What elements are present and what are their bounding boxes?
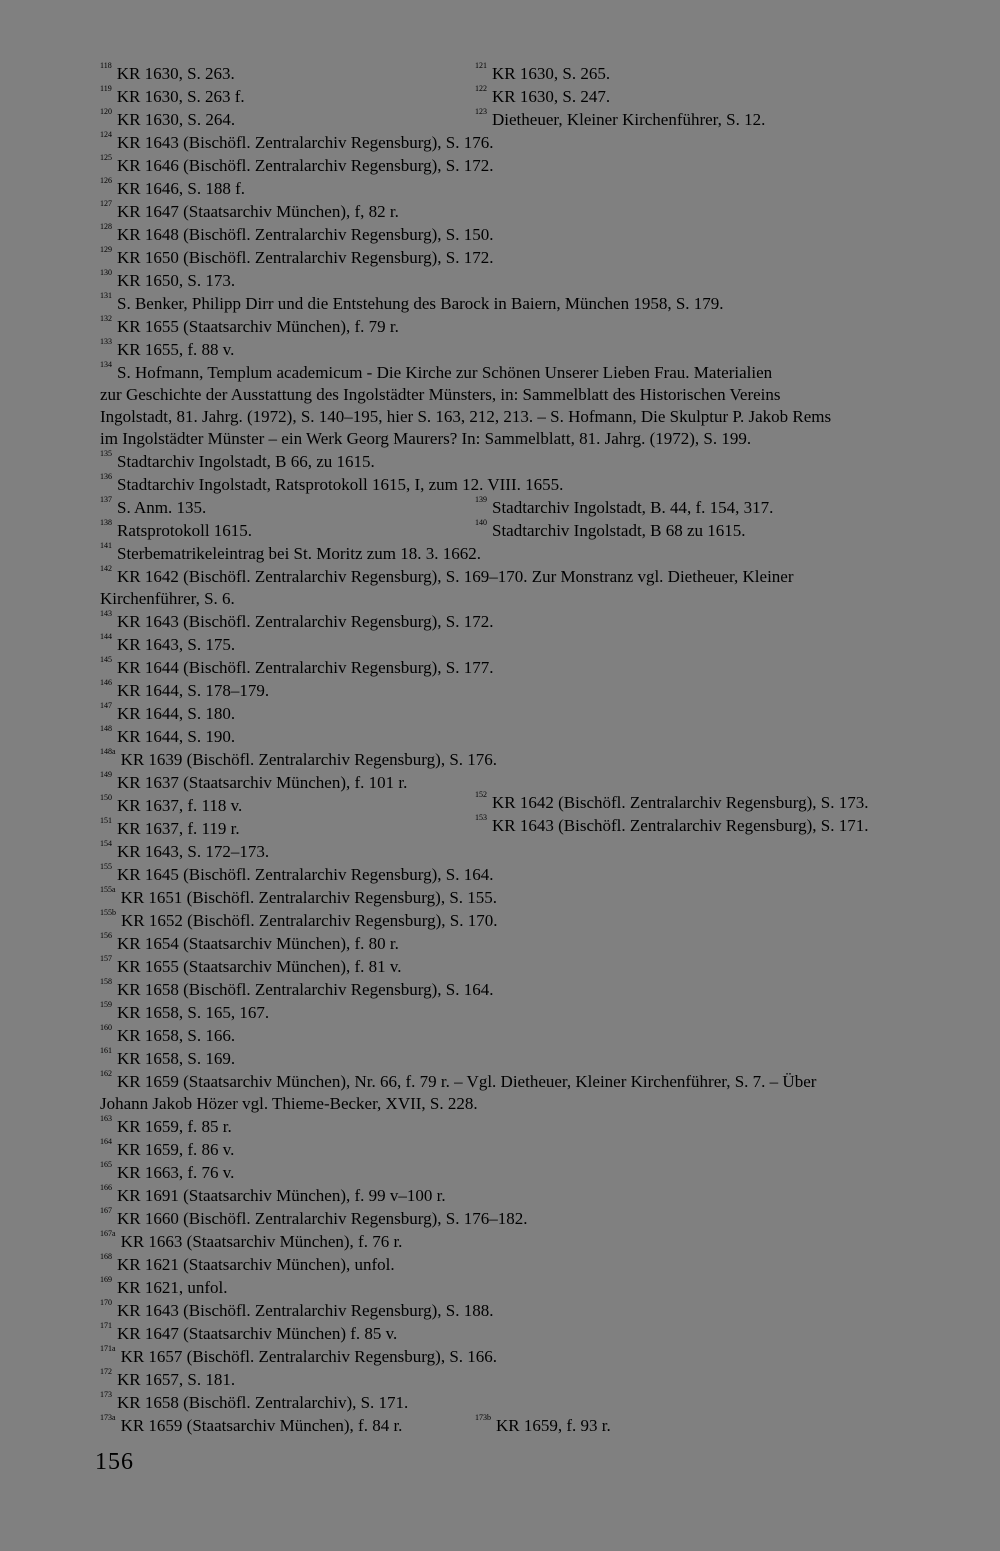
footnote-number: 164: [100, 1137, 112, 1146]
footnote-number: 137: [100, 495, 112, 504]
footnote-text: KR 1655 (Staatsarchiv München), f. 79 r.: [117, 317, 399, 336]
footnote: [475, 497, 773, 519]
footnote-number: 133: [100, 337, 112, 346]
footnote-text: KR 1644, S. 178–179.: [117, 681, 270, 700]
footnote-number: 147: [100, 701, 112, 710]
footnote-text: Stadtarchiv Ingolstadt, B 66, zu 1615.: [117, 452, 375, 471]
footnote-number: 160: [100, 1023, 112, 1032]
footnote: [100, 1139, 234, 1161]
footnote-number: 130: [100, 268, 112, 277]
footnote-text: KR 1651 (Bischöfl. Zentralarchiv Regensburg), S. 155.: [120, 888, 498, 907]
footnote-text: Kirchenführer, S. 6.: [100, 589, 235, 608]
footnote-number: 138: [100, 518, 112, 527]
footnote-text: KR 1659, f. 93 r.: [496, 1416, 611, 1435]
footnote-text: KR 1646, S. 188 f.: [117, 179, 245, 198]
footnote-text: KR 1643 (Bischöfl. Zentralarchiv Regensburg), S. 171.: [492, 816, 869, 835]
footnote-text: KR 1657, S. 181.: [117, 1370, 236, 1389]
footnote-number: 123: [475, 107, 487, 116]
footnote-number: 173a: [100, 1413, 116, 1422]
footnote-text: KR 1655, f. 88 v.: [117, 340, 235, 359]
footnote-text: KR 1659 (Staatsarchiv München), f. 84 r.: [120, 1416, 403, 1435]
footnote-continuation: [100, 406, 831, 428]
footnote: [100, 611, 493, 633]
footnote-text: KR 1658 (Bischöfl. Zentralarchiv Regensburg), S. 164.: [117, 980, 494, 999]
footnote: [100, 86, 245, 108]
footnote-text: KR 1658, S. 169.: [117, 1049, 236, 1068]
footnote: [475, 792, 868, 814]
footnote-number: 158: [100, 977, 112, 986]
footnote-text: KR 1630, S. 247.: [492, 87, 611, 106]
footnote-text: KR 1637 (Staatsarchiv München), f. 101 r.: [117, 773, 408, 792]
footnote-number: 153: [475, 813, 487, 822]
footnote-number: 167: [100, 1206, 112, 1215]
footnote-text: KR 1630, S. 264.: [117, 110, 236, 129]
footnote-number: 169: [100, 1275, 112, 1284]
footnote-text: KR 1643, S. 175.: [117, 635, 236, 654]
footnote: [100, 1231, 402, 1253]
footnote: [475, 1415, 611, 1437]
footnote-number: 162: [100, 1069, 112, 1078]
footnote-text: KR 1660 (Bischöfl. Zentralarchiv Regensburg), S. 176–182.: [117, 1209, 528, 1228]
footnote-number: 163: [100, 1114, 112, 1123]
footnote-number: 120: [100, 107, 112, 116]
footnote: [100, 1208, 527, 1230]
footnote: [100, 1162, 234, 1184]
footnote: [100, 1323, 397, 1345]
footnote-text: KR 1659, f. 85 r.: [117, 1117, 232, 1136]
footnote-text: KR 1648 (Bischöfl. Zentralarchiv Regensburg), S. 150.: [117, 225, 494, 244]
footnote: [100, 887, 497, 909]
footnote: [100, 1392, 408, 1414]
footnote-number: 134: [100, 360, 112, 369]
footnote-number: 155b: [100, 908, 116, 917]
footnote-number: 131: [100, 291, 112, 300]
page-number: 156: [95, 1449, 134, 1475]
footnote-text: Dietheuer, Kleiner Kirchenführer, S. 12.: [492, 110, 766, 129]
footnote-text: KR 1659, f. 86 v.: [117, 1140, 235, 1159]
footnote: [100, 634, 235, 656]
footnote: [100, 1346, 497, 1368]
footnote-text: KR 1644, S. 180.: [117, 704, 236, 723]
footnote: [100, 864, 493, 886]
footnote: [100, 703, 235, 725]
footnote-text: KR 1663 (Staatsarchiv München), f. 76 r.: [120, 1232, 403, 1251]
footnote: [100, 1369, 235, 1391]
footnote-number: 142: [100, 564, 112, 573]
footnote: [100, 1071, 816, 1093]
footnote-text: KR 1647 (Staatsarchiv München), f, 82 r.: [117, 202, 399, 221]
footnote: [100, 772, 407, 794]
footnote: [475, 109, 765, 131]
footnote: [100, 657, 493, 679]
footnote-continuation: [100, 1093, 478, 1115]
footnote-number: 124: [100, 130, 112, 139]
footnote: [100, 497, 206, 519]
footnote-text: KR 1637, f. 119 r.: [117, 819, 240, 838]
footnote-number: 165: [100, 1160, 112, 1169]
footnote-text: KR 1647 (Staatsarchiv München) f. 85 v.: [117, 1324, 398, 1343]
footnote: [100, 795, 242, 817]
footnote-text: KR 1643 (Bischöfl. Zentralarchiv Regensburg), S. 188.: [117, 1301, 494, 1320]
footnote-text: KR 1643 (Bischöfl. Zentralarchiv Regensburg), S. 172.: [117, 612, 494, 631]
footnote-text: KR 1643 (Bischöfl. Zentralarchiv Regensburg), S. 176.: [117, 133, 494, 152]
footnote: [100, 1277, 228, 1299]
footnote-number: 159: [100, 1000, 112, 1009]
footnote: [100, 63, 235, 85]
footnote-text: KR 1663, f. 76 v.: [117, 1163, 235, 1182]
footnote-number: 129: [100, 245, 112, 254]
footnote: [100, 680, 269, 702]
footnote-number: 122: [475, 84, 487, 93]
footnote-number: 171: [100, 1321, 112, 1330]
footnote-text: KR 1639 (Bischöfl. Zentralarchiv Regensburg), S. 176.: [120, 750, 498, 769]
footnote-text: KR 1642 (Bischöfl. Zentralarchiv Regensburg), S. 169–170. Zur Monstranz vgl. Dietheuer, Kleiner: [117, 567, 794, 586]
footnote-text: Sterbematrikeleintrag bei St. Moritz zum 18. 3. 1662.: [117, 544, 482, 563]
footnote: [100, 1300, 493, 1322]
footnote-text: KR 1650 (Bischöfl. Zentralarchiv Regensburg), S. 172.: [117, 248, 494, 267]
footnote-text: KR 1658, S. 165, 167.: [117, 1003, 270, 1022]
footnote-number: 173: [100, 1390, 112, 1399]
footnote-text: KR 1657 (Bischöfl. Zentralarchiv Regensburg), S. 166.: [120, 1347, 498, 1366]
footnote: [100, 247, 493, 269]
footnote-text: KR 1630, S. 263 f.: [116, 87, 245, 106]
footnote: [100, 749, 497, 771]
footnote: [100, 178, 245, 200]
footnote-text: KR 1643, S. 172–173.: [117, 842, 270, 861]
footnote: [100, 224, 493, 246]
footnote-text: KR 1644, S. 190.: [117, 727, 236, 746]
footnote-number: 170: [100, 1298, 112, 1307]
footnote-number: 172: [100, 1367, 112, 1376]
footnote-text: S. Hofmann, Templum academicum - Die Kirche zur Schönen Unserer Lieben Frau. Materialien: [117, 363, 773, 382]
footnote: [100, 726, 235, 748]
footnote-number: 167a: [100, 1229, 116, 1238]
footnote: [100, 818, 240, 840]
footnote-text: Stadtarchiv Ingolstadt, B 68 zu 1615.: [492, 521, 746, 540]
footnote: [100, 566, 794, 588]
footnote: [100, 132, 493, 154]
footnote: [100, 339, 234, 361]
footnote-text: Ingolstadt, 81. Jahrg. (1972), S. 140–195, hier S. 163, 212, 213. – S. Hofmann, Die Skulptur P. Jakob Rems: [100, 407, 832, 426]
footnote-text: KR 1650, S. 173.: [117, 271, 236, 290]
footnote: [100, 155, 493, 177]
footnote-number: 135: [100, 449, 112, 458]
footnote-text: KR 1630, S. 263.: [116, 64, 235, 83]
footnote-number: 155a: [100, 885, 116, 894]
footnote-number: 151: [100, 816, 112, 825]
footnote: [100, 362, 772, 384]
footnote: [475, 815, 868, 837]
footnote-text: KR 1659 (Staatsarchiv München), Nr. 66, f. 79 r. – Vgl. Dietheuer, Kleiner Kirchenführer, S. 7. – Über: [117, 1072, 817, 1091]
footnote-number: 157: [100, 954, 112, 963]
footnote-text: KR 1654 (Staatsarchiv München), f. 80 r.: [117, 934, 399, 953]
footnote-text: im Ingolstädter Münster – ein Werk Georg Maurers? In: Sammelblatt, 81. Jahrg. (1972), S. 199.: [100, 429, 752, 448]
footnote-number: 125: [100, 153, 112, 162]
footnote-number: 132: [100, 314, 112, 323]
footnote-number: 149: [100, 770, 112, 779]
footnote-number: 119: [100, 84, 112, 93]
footnote: [100, 1415, 402, 1437]
footnote-number: 121: [475, 61, 487, 70]
footnote-text: zur Geschichte der Ausstattung des Ingolstädter Münsters, in: Sammelblatt des Historischen Vereins: [100, 385, 781, 404]
footnote-number: 136: [100, 472, 112, 481]
footnote-continuation: [100, 428, 751, 450]
footnote-number: 156: [100, 931, 112, 940]
footnote: [100, 543, 481, 565]
footnote-number: 145: [100, 655, 112, 664]
footnote-number: 118: [100, 61, 112, 70]
footnote: [100, 201, 399, 223]
footnote-number: 146: [100, 678, 112, 687]
footnote-text: Stadtarchiv Ingolstadt, Ratsprotokoll 1615, I, zum 12. VIII. 1655.: [117, 475, 564, 494]
footnote: [100, 933, 399, 955]
footnote: [100, 910, 497, 932]
footnote-number: 171a: [100, 1344, 116, 1353]
footnote: [100, 1185, 446, 1207]
footnote-number: 173b: [475, 1413, 491, 1422]
footnote: [100, 293, 724, 315]
footnote: [100, 1116, 232, 1138]
footnote: [100, 841, 269, 863]
footnote-text: KR 1646 (Bischöfl. Zentralarchiv Regensburg), S. 172.: [117, 156, 494, 175]
footnote: [100, 474, 563, 496]
footnote-text: Johann Jakob Hözer vgl. Thieme-Becker, XVII, S. 228.: [100, 1094, 478, 1113]
footnote-number: 139: [475, 495, 487, 504]
footnote-text: KR 1621 (Staatsarchiv München), unfol.: [117, 1255, 395, 1274]
footnote-text: KR 1637, f. 118 v.: [117, 796, 243, 815]
footnote: [100, 979, 493, 1001]
footnote-number: 154: [100, 839, 112, 848]
footnote-number: 152: [475, 790, 487, 799]
footnote-number: 166: [100, 1183, 112, 1192]
footnote: [475, 63, 610, 85]
footnote-text: S. Anm. 135.: [117, 498, 207, 517]
footnote: [100, 316, 399, 338]
footnote: [100, 1254, 395, 1276]
footnote-text: KR 1642 (Bischöfl. Zentralarchiv Regensburg), S. 173.: [492, 793, 869, 812]
footnote-number: 128: [100, 222, 112, 231]
footnote-number: 161: [100, 1046, 112, 1055]
footnote: [100, 1002, 269, 1024]
footnote-number: 144: [100, 632, 112, 641]
footnote-text: Ratsprotokoll 1615.: [117, 521, 253, 540]
footnote-text: KR 1658 (Bischöfl. Zentralarchiv), S. 171.: [117, 1393, 409, 1412]
footnote-text: KR 1658, S. 166.: [117, 1026, 236, 1045]
footnote-number: 126: [100, 176, 112, 185]
footnote-text: KR 1644 (Bischöfl. Zentralarchiv Regensburg), S. 177.: [117, 658, 494, 677]
footnote: [100, 109, 235, 131]
footnote: [475, 86, 610, 108]
footnote-number: 140: [475, 518, 487, 527]
footnote-continuation: [100, 588, 235, 610]
footnote-text: KR 1645 (Bischöfl. Zentralarchiv Regensburg), S. 164.: [117, 865, 494, 884]
footnote-continuation: [100, 384, 781, 406]
footnote-number: 148: [100, 724, 112, 733]
footnote-text: KR 1621, unfol.: [117, 1278, 228, 1297]
footnote-number: 148a: [100, 747, 116, 756]
footnote-number: 141: [100, 541, 112, 550]
footnote-text: Stadtarchiv Ingolstadt, B. 44, f. 154, 317.: [492, 498, 774, 517]
footnote-number: 168: [100, 1252, 112, 1261]
footnote-number: 150: [100, 793, 112, 802]
footnote-text: KR 1655 (Staatsarchiv München), f. 81 v.: [117, 957, 402, 976]
footnote-text: S. Benker, Philipp Dirr und die Entstehung des Barock in Baiern, München 1958, S. 179.: [117, 294, 724, 313]
footnote-text: KR 1691 (Staatsarchiv München), f. 99 v–100 r.: [117, 1186, 446, 1205]
footnote: [100, 1048, 235, 1070]
footnote: [475, 520, 746, 542]
footnote: [100, 520, 252, 542]
footnote: [100, 1025, 235, 1047]
footnote-number: 155: [100, 862, 112, 871]
footnote: [100, 956, 402, 978]
footnote-text: KR 1652 (Bischöfl. Zentralarchiv Regensburg), S. 170.: [121, 911, 498, 930]
footnote: [100, 451, 375, 473]
footnote-number: 127: [100, 199, 112, 208]
footnote-text: KR 1630, S. 265.: [492, 64, 611, 83]
footnote: [100, 270, 235, 292]
footnote-number: 143: [100, 609, 112, 618]
